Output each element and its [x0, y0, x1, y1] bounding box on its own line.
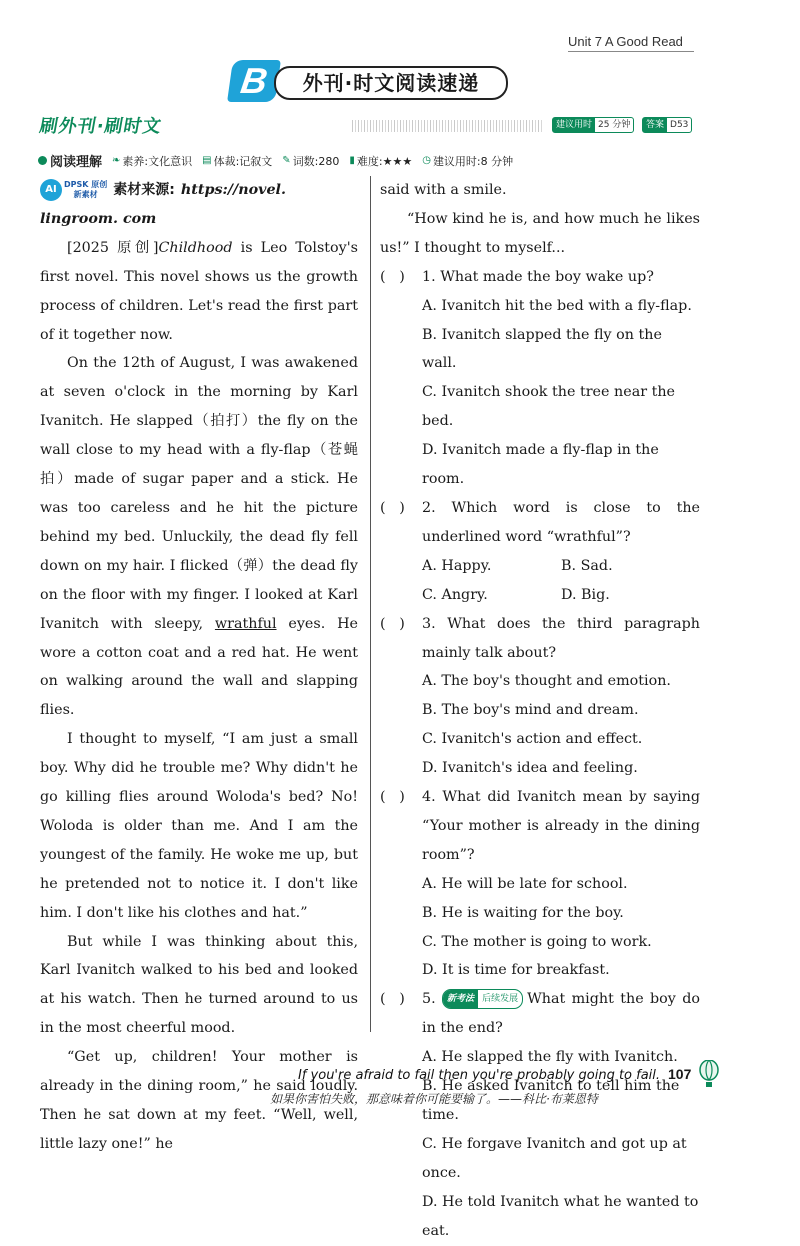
barcode-decoration — [352, 120, 542, 132]
option: B. Ivanitch slapped the fly on the wall. — [422, 326, 662, 372]
brand-title: 刷外刊·刷时文 — [37, 116, 164, 137]
question-3 — [380, 610, 700, 783]
gauge-icon: ▮ — [349, 155, 355, 166]
answer-blank[interactable]: ( ) — [380, 499, 405, 516]
pencil-icon: ✎ — [282, 155, 291, 166]
option: A. Happy. — [422, 557, 492, 574]
time-tag-label: 建议用时 — [553, 118, 595, 132]
answer-blank[interactable]: ( ) — [380, 268, 405, 285]
material-source — [40, 176, 358, 205]
banner-letter: B — [227, 60, 281, 102]
info-difficulty: ▮ 难度:★★★ — [349, 154, 413, 168]
info-literacy: ❧ 素养:文化意识 — [112, 154, 193, 168]
passage-paragraph-3: I thought to myself, “I am just a small boy. Why did he trouble me? Why didn't he go killing flies around Woloda's bed? No! Woloda is older than me. And I am the youngest of the family. He woke me up, but he pretended not to notice it. I don't like him. I don't like his clothes and hat.” — [40, 731, 358, 921]
question-stem: 1. What made the boy wake up? — [422, 268, 654, 285]
answer-blank[interactable]: ( ) — [380, 991, 405, 1008]
ai-badge-icon: AI DPSK 原创 新素材 — [40, 178, 107, 202]
option: A. The boy's thought and emotion. — [422, 673, 671, 690]
question-stem: 3. What does the third paragraph mainly talk about? — [422, 615, 700, 661]
page-number: 107 — [668, 1066, 692, 1082]
info-bar — [38, 151, 618, 170]
passage-paragraph-2: On the 12th of August, I was awakened at seven o'clock in the morning by Karl Ivanitch. He slapped（拍打）the fly on the wall close to my head with a fly-flap（苍蝇拍）made of sugar paper and a stick. He was too careless and he hit the picture behind my bed. Unluckily, the dead fly fell down on my hair. I flicked（弹）the dead fly on the floor with my finger. I looked at Karl Ivanitch with sleepy, wrathful eyes. He wore a cotton coat and a red hat. He went on walking around the wall and slapping flies. — [40, 355, 358, 719]
answer-tag — [642, 117, 692, 133]
answer-tag-value: D53 — [670, 120, 689, 130]
suggested-time-tag — [552, 117, 634, 133]
question-4 — [380, 783, 700, 985]
source-label: 素材来源: — [113, 182, 175, 198]
question-stem: 2. Which word is close to the underlined word “wrathful”? — [422, 499, 701, 545]
question-5 — [380, 985, 700, 1245]
source-url: https://novel. — [180, 182, 286, 198]
question-stem: 5. 新考法 后续发展 What might the boy do in the end? — [422, 991, 700, 1037]
option: B. He asked Ivanitch to tell him the time. — [422, 1078, 680, 1123]
option: D. He told Ivanitch what he wanted to eat. — [422, 1193, 699, 1239]
option: C. Ivanitch's action and effect. — [422, 731, 643, 748]
option: D. It is time for breakfast. — [422, 962, 610, 979]
new-test-method-tag: 新考法 后续发展 — [442, 989, 523, 1009]
option: B. Sad. — [561, 557, 613, 574]
option: C. He forgave Ivanitch and got up at once. — [422, 1135, 687, 1181]
option: A. Ivanitch hit the bed with a fly-flap. — [422, 297, 692, 314]
footer-quote-cn: 如果你害怕失败，那意味着你可能要输了。——科比·布莱恩特 — [270, 1092, 598, 1106]
option: B. The boy's mind and dream. — [422, 702, 639, 719]
question-2 — [380, 494, 700, 610]
option: C. The mother is going to work. — [422, 933, 652, 950]
info-words: ✎ 词数:280 — [282, 154, 340, 168]
balloon-icon — [698, 1060, 720, 1088]
column-divider — [370, 176, 371, 1032]
time-tag-value: 25 分钟 — [598, 120, 631, 130]
footer-quote-en: If you're afraid to fail then you're probably going to fail. — [298, 1068, 661, 1083]
answer-blank[interactable]: ( ) — [380, 789, 405, 806]
passage-intro: [2025 原创]Childhood is Leo Tolstoy's first novel. This novel shows us the growth process of children. Let's read the first part of it together now. — [40, 239, 358, 343]
passage-paragraph-4: But while I was thinking about this, Karl Ivanitch walked to his bed and looked at his watch. Then he turned around to us in the most cheerful mood. — [40, 933, 358, 1037]
question-1 — [380, 263, 700, 494]
passage-paragraph-5-cont: said with a smile. — [380, 182, 507, 198]
question-column — [380, 176, 700, 1246]
option: D. Ivanitch made a fly-flap in the room. — [422, 442, 659, 488]
option: C. Angry. — [422, 586, 488, 603]
option: B. He is waiting for the boy. — [422, 904, 624, 921]
option: A. He slapped the fly with Ivanitch. — [422, 1049, 678, 1066]
answer-tag-label: 答案 — [643, 118, 667, 132]
option: D. Ivanitch's idea and feeling. — [422, 760, 638, 777]
leaf-icon: ❧ — [112, 155, 121, 166]
book-icon: ▤ — [202, 155, 212, 166]
banner-title: 外刊·时文阅读速递 — [274, 66, 508, 100]
option: D. Big. — [561, 586, 610, 603]
passage-column — [40, 176, 358, 1159]
underlined-word: wrathful — [214, 615, 277, 632]
answer-blank[interactable]: ( ) — [380, 615, 405, 632]
option: A. He will be late for school. — [422, 875, 628, 892]
passage-paragraph-6: “How kind he is, and how much he likes us!” I thought to myself... — [380, 210, 700, 256]
section-heading: 阅读理解 — [38, 151, 102, 170]
passage-paragraph-5: “Get up, children! Your mother is already in the dining room,” he said loudly. Then he sat down at my feet. “Well, well, little lazy one!” he — [40, 1049, 358, 1152]
unit-header: Unit 7 A Good Read — [568, 34, 694, 52]
question-stem: 4. What did Ivanitch mean by saying “Your mother is already in the dining room”? — [422, 789, 701, 863]
section-dot-icon — [38, 156, 47, 165]
section-banner — [230, 60, 510, 102]
option: C. Ivanitch shook the tree near the bed. — [422, 384, 676, 430]
source-url-cont: lingroom. com — [40, 210, 157, 227]
info-time: ◷ 建议用时:8 分钟 — [422, 154, 514, 168]
info-genre: ▤ 体裁:记叙文 — [202, 154, 273, 168]
clock-icon: ◷ — [422, 155, 431, 166]
